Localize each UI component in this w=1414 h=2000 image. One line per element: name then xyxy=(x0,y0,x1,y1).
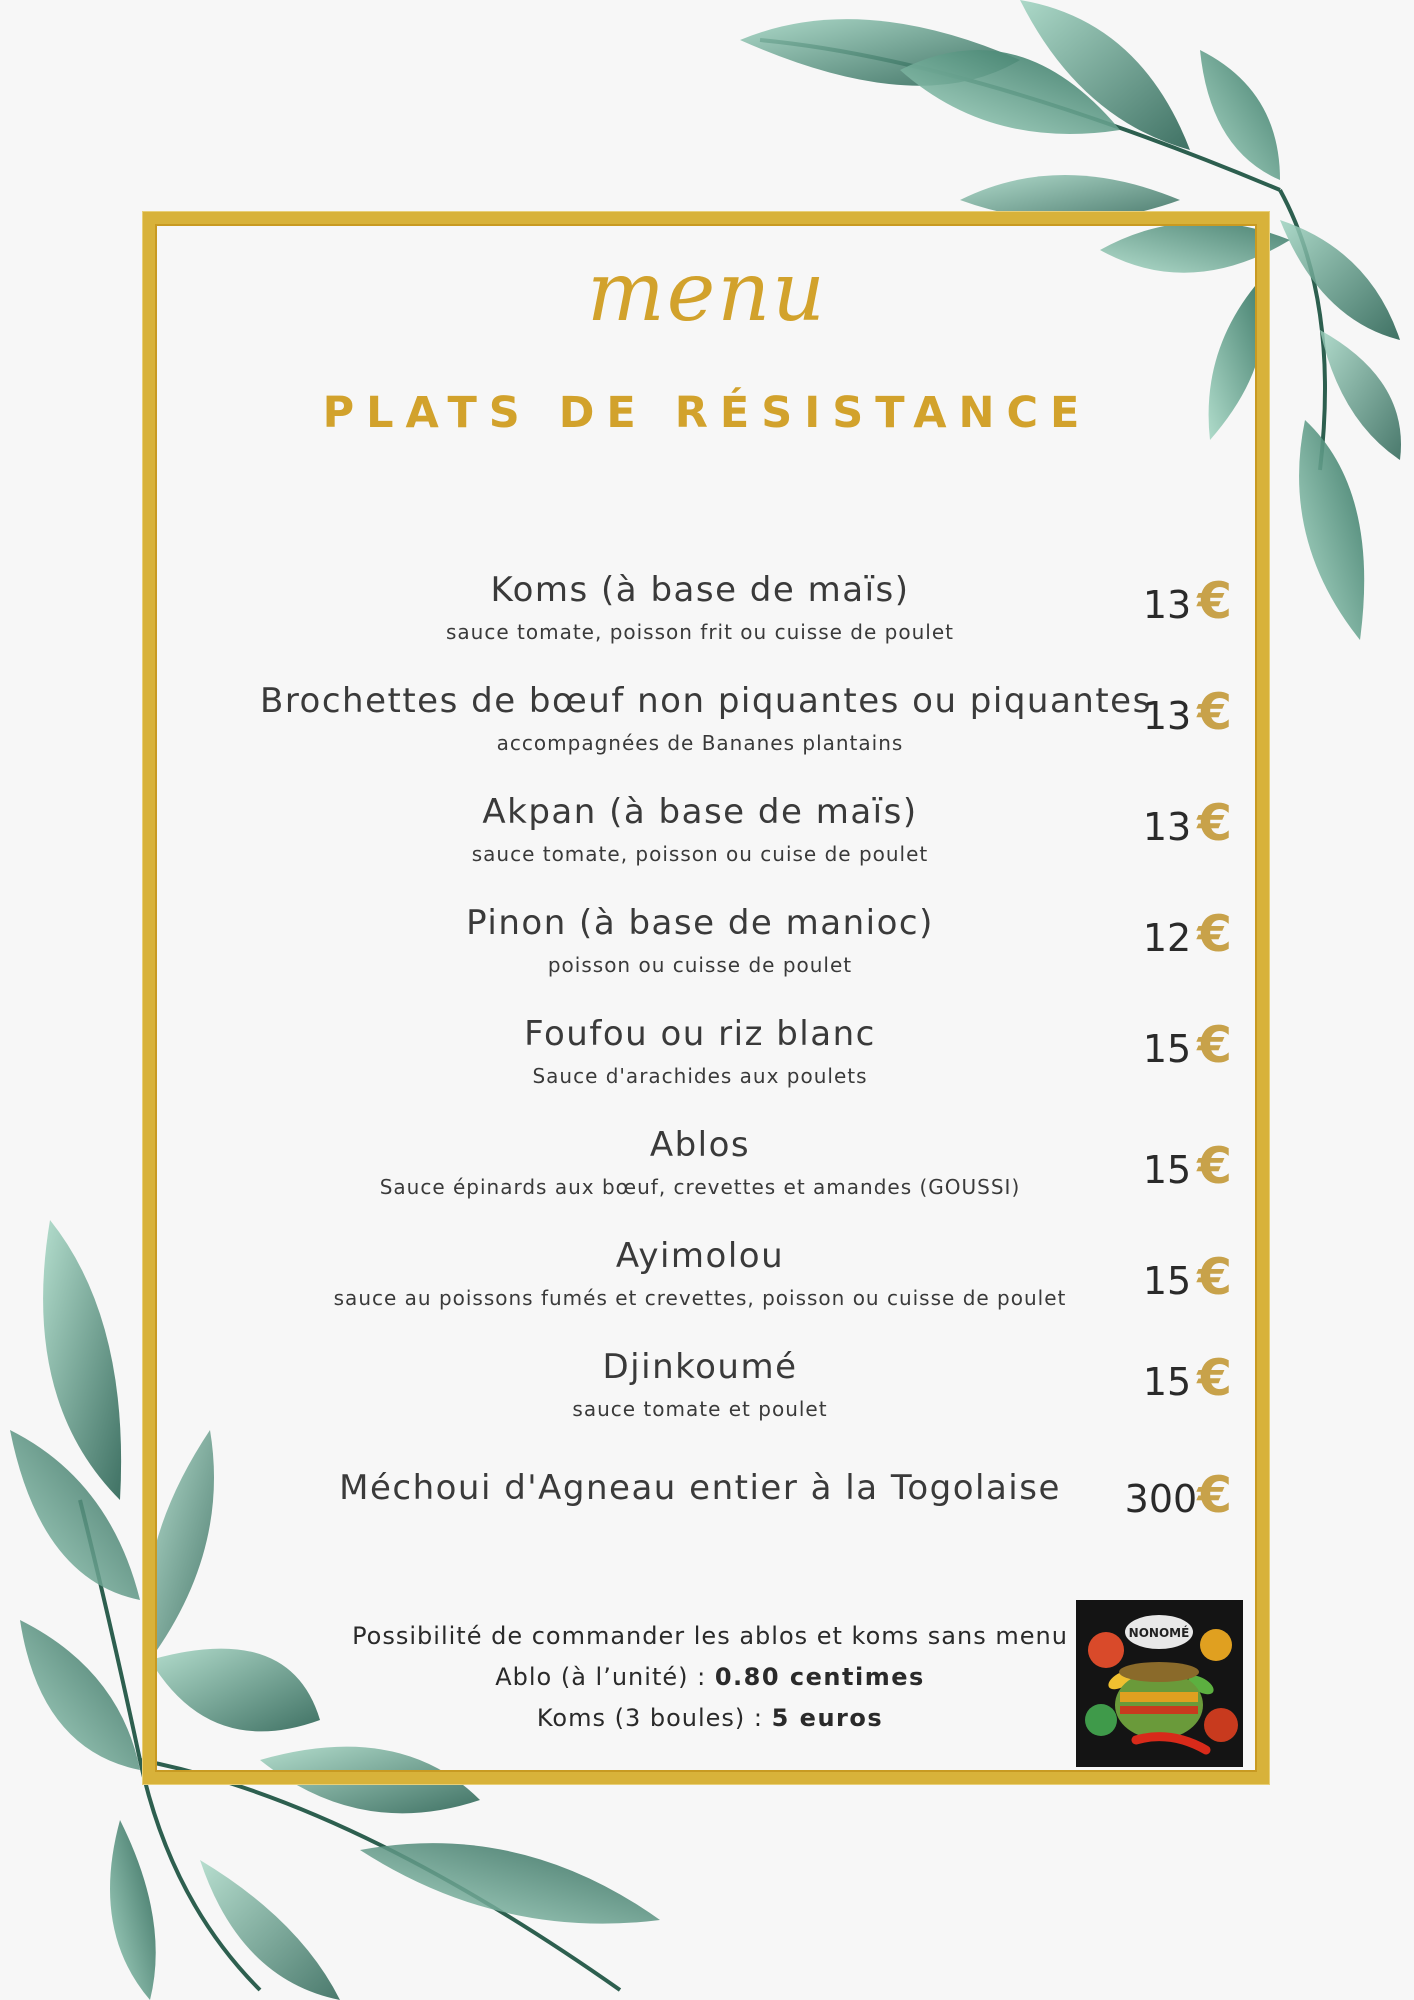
euro-icon: € xyxy=(1197,905,1232,963)
item-description: sauce tomate, poisson frit ou cuisse de poulet xyxy=(446,620,954,644)
euro-icon: € xyxy=(1197,1466,1232,1524)
item-description: Sauce d'arachides aux poulets xyxy=(532,1064,868,1088)
menu-item xyxy=(260,1115,1260,1226)
item-description: Sauce épinards aux bœuf, crevettes et amandes (GOUSSI) xyxy=(379,1175,1021,1199)
item-price xyxy=(1143,683,1232,741)
menu-item xyxy=(260,1226,1260,1337)
logo-illustration xyxy=(1076,1600,1243,1767)
item-name: Ayimolou xyxy=(615,1236,785,1276)
item-name: Ablos xyxy=(649,1125,751,1165)
item-price xyxy=(1143,1248,1232,1306)
price-value: 13 xyxy=(1142,805,1192,849)
price-value: 13 xyxy=(1142,694,1192,738)
item-name: Brochettes de bœuf non piquantes ou piquantes xyxy=(260,681,1152,721)
price-value: 12 xyxy=(1142,916,1192,960)
euro-icon: € xyxy=(1197,1349,1232,1407)
price-value: 15 xyxy=(1142,1027,1192,1071)
menu-item xyxy=(260,893,1260,1004)
logo-text: NONOMÉ xyxy=(1128,1626,1190,1640)
price-value: 15 xyxy=(1142,1148,1192,1192)
menu-items xyxy=(260,560,1260,1559)
footer-note xyxy=(260,1616,1160,1739)
item-description: sauce au poissons fumés et crevettes, poisson ou cuisse de poulet xyxy=(333,1286,1067,1310)
item-name: Méchoui d'Agneau entier à la Togolaise xyxy=(339,1468,1061,1508)
koms-price: 5 euros xyxy=(771,1704,884,1732)
item-price xyxy=(1143,1137,1232,1195)
ablo-label: Ablo (à l’unité) : xyxy=(495,1663,715,1691)
euro-icon: € xyxy=(1197,1248,1232,1306)
price-value: 15 xyxy=(1142,1259,1192,1303)
euro-icon: € xyxy=(1197,572,1232,630)
euro-icon: € xyxy=(1197,1137,1232,1195)
footer-line-3 xyxy=(260,1698,1160,1739)
footer-line-2 xyxy=(260,1657,1160,1698)
item-price xyxy=(1143,794,1232,852)
ablo-price: 0.80 centimes xyxy=(714,1663,925,1691)
koms-label: Koms (3 boules) : xyxy=(536,1704,772,1732)
item-description: poisson ou cuisse de poulet xyxy=(547,953,853,977)
item-price xyxy=(1143,1349,1232,1407)
item-name: Koms (à base de maïs) xyxy=(490,570,910,610)
footer-line-1: Possibilité de commander les ablos et koms sans menu xyxy=(352,1622,1068,1650)
item-description: sauce tomate et poulet xyxy=(572,1397,828,1421)
menu-item xyxy=(260,1004,1260,1115)
item-name: Djinkoumé xyxy=(602,1347,798,1387)
item-name: Akpan (à base de maïs) xyxy=(482,792,918,832)
item-price xyxy=(1143,905,1232,963)
item-description: accompagnées de Bananes plantains xyxy=(496,731,904,755)
menu-script-title: menu xyxy=(587,245,827,340)
item-description: sauce tomate, poisson ou cuise de poulet xyxy=(471,842,929,866)
price-value: 300 xyxy=(1124,1477,1198,1521)
menu-item xyxy=(260,782,1260,893)
price-value: 15 xyxy=(1142,1360,1192,1404)
menu-item xyxy=(260,560,1260,671)
euro-icon: € xyxy=(1197,683,1232,741)
item-name: Pinon (à base de manioc) xyxy=(466,903,934,943)
item-price xyxy=(1125,1466,1232,1524)
euro-icon: € xyxy=(1197,794,1232,852)
item-price xyxy=(1143,1016,1232,1074)
price-value: 13 xyxy=(1142,583,1192,627)
section-title: PLATS DE RÉSISTANCE xyxy=(322,388,1092,438)
item-name: Foufou ou riz blanc xyxy=(524,1014,876,1054)
restaurant-logo xyxy=(1076,1600,1243,1767)
menu-item xyxy=(260,671,1260,782)
menu-item xyxy=(260,1448,1260,1559)
item-price xyxy=(1143,572,1232,630)
euro-icon: € xyxy=(1197,1016,1232,1074)
menu-item xyxy=(260,1337,1260,1448)
